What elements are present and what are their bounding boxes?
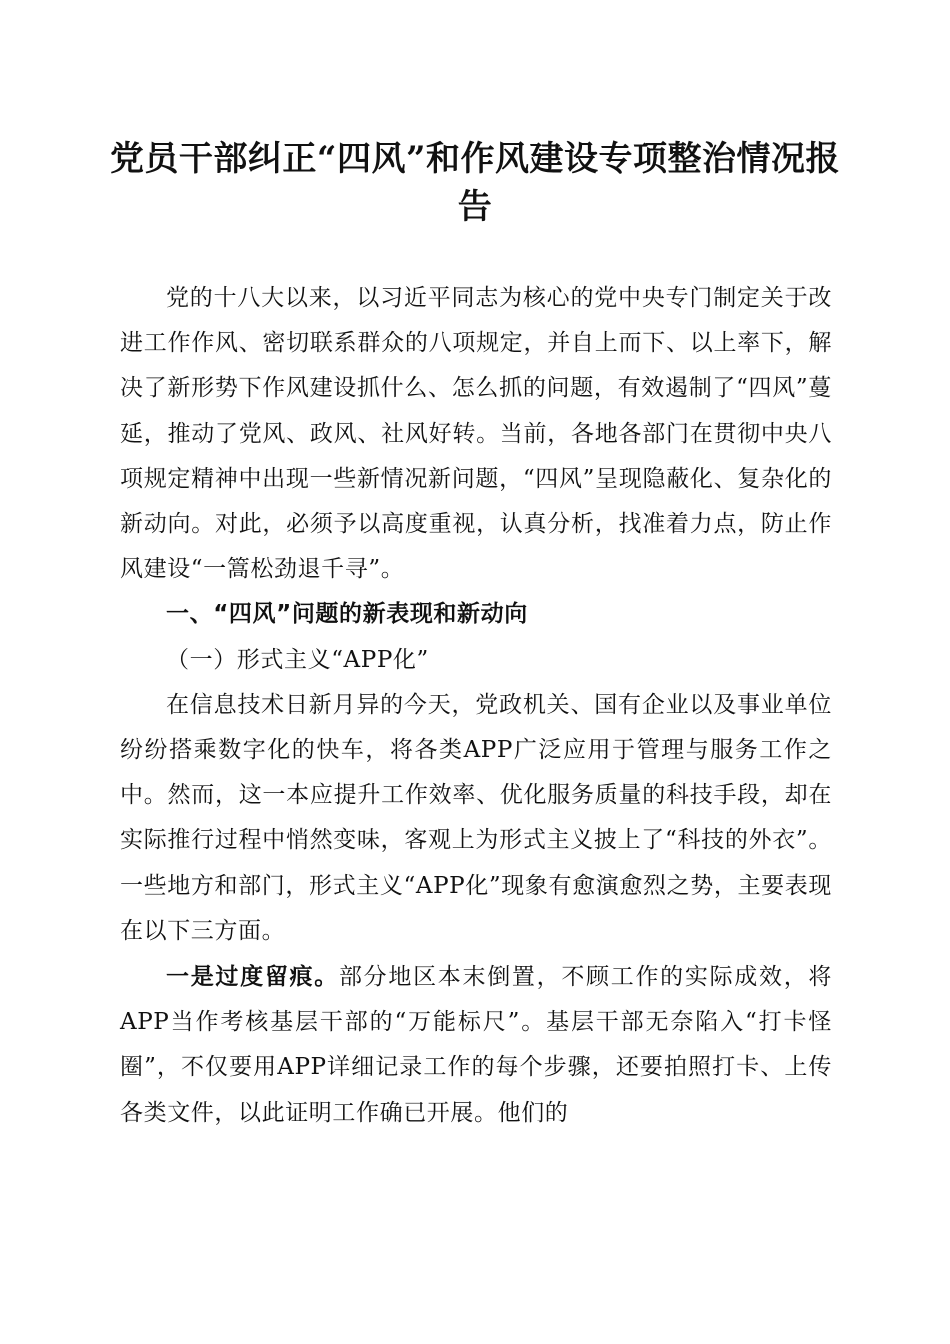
paragraph-lead-phrase: 一是过度留痕。 (166, 963, 339, 991)
subsection-heading-1-1: （一）形式主义“APP化” (166, 646, 429, 673)
document-body (120, 276, 832, 1136)
body-paragraph-2 (120, 954, 832, 1136)
section-heading-1: 一、“四风”问题的新表现和新动向 (166, 601, 528, 628)
intro-paragraph: 党的十八大以来，以习近平同志为核心的党中央专门制定关于改进工作作风、密切联系群众的八项规定，并自上而下、以上率下，解决了新形势下作风建设抓什么、怎么抓的问题，有效遏制了“四风”蔓延，推动了党风、政风、社风好转。当前，各地各部门在贯彻中央八项规定精神中出现一些新情况新问题，“四风”呈现隐蔽化、复杂化的新动向。对此，必须予以高度重视，认真分析，找准着力点，防止作风建设“一篙松劲退千寻”。 (120, 285, 832, 583)
body-paragraph-1: 在信息技术日新月异的今天，党政机关、国有企业以及事业单位纷纷搭乘数字化的快车，将各类APP广泛应用于管理与服务工作之中。然而，这一本应提升工作效率、优化服务质量的科技手段，却在实际推行过程中悄然变味，客观上为形式主义披上了“科技的外衣”。一些地方和部门，形式主义“APP化”现象有愈演愈烈之势，主要表现在以下三方面。 (120, 691, 832, 944)
paragraph-2-text: 部分地区本末倒置，不顾工作的实际成效，将APP当作考核基层干部的“万能标尺”。基层干部无奈陷入“打卡怪圈”，不仅要用APP详细记录工作的每个步骤，还要拍照打卡、上传各类文件，以此证明工作确已开展。他们的 (120, 964, 832, 1126)
document-title: 党员干部纠正“四风”和作风建设专项整治情况报告 (109, 139, 841, 227)
